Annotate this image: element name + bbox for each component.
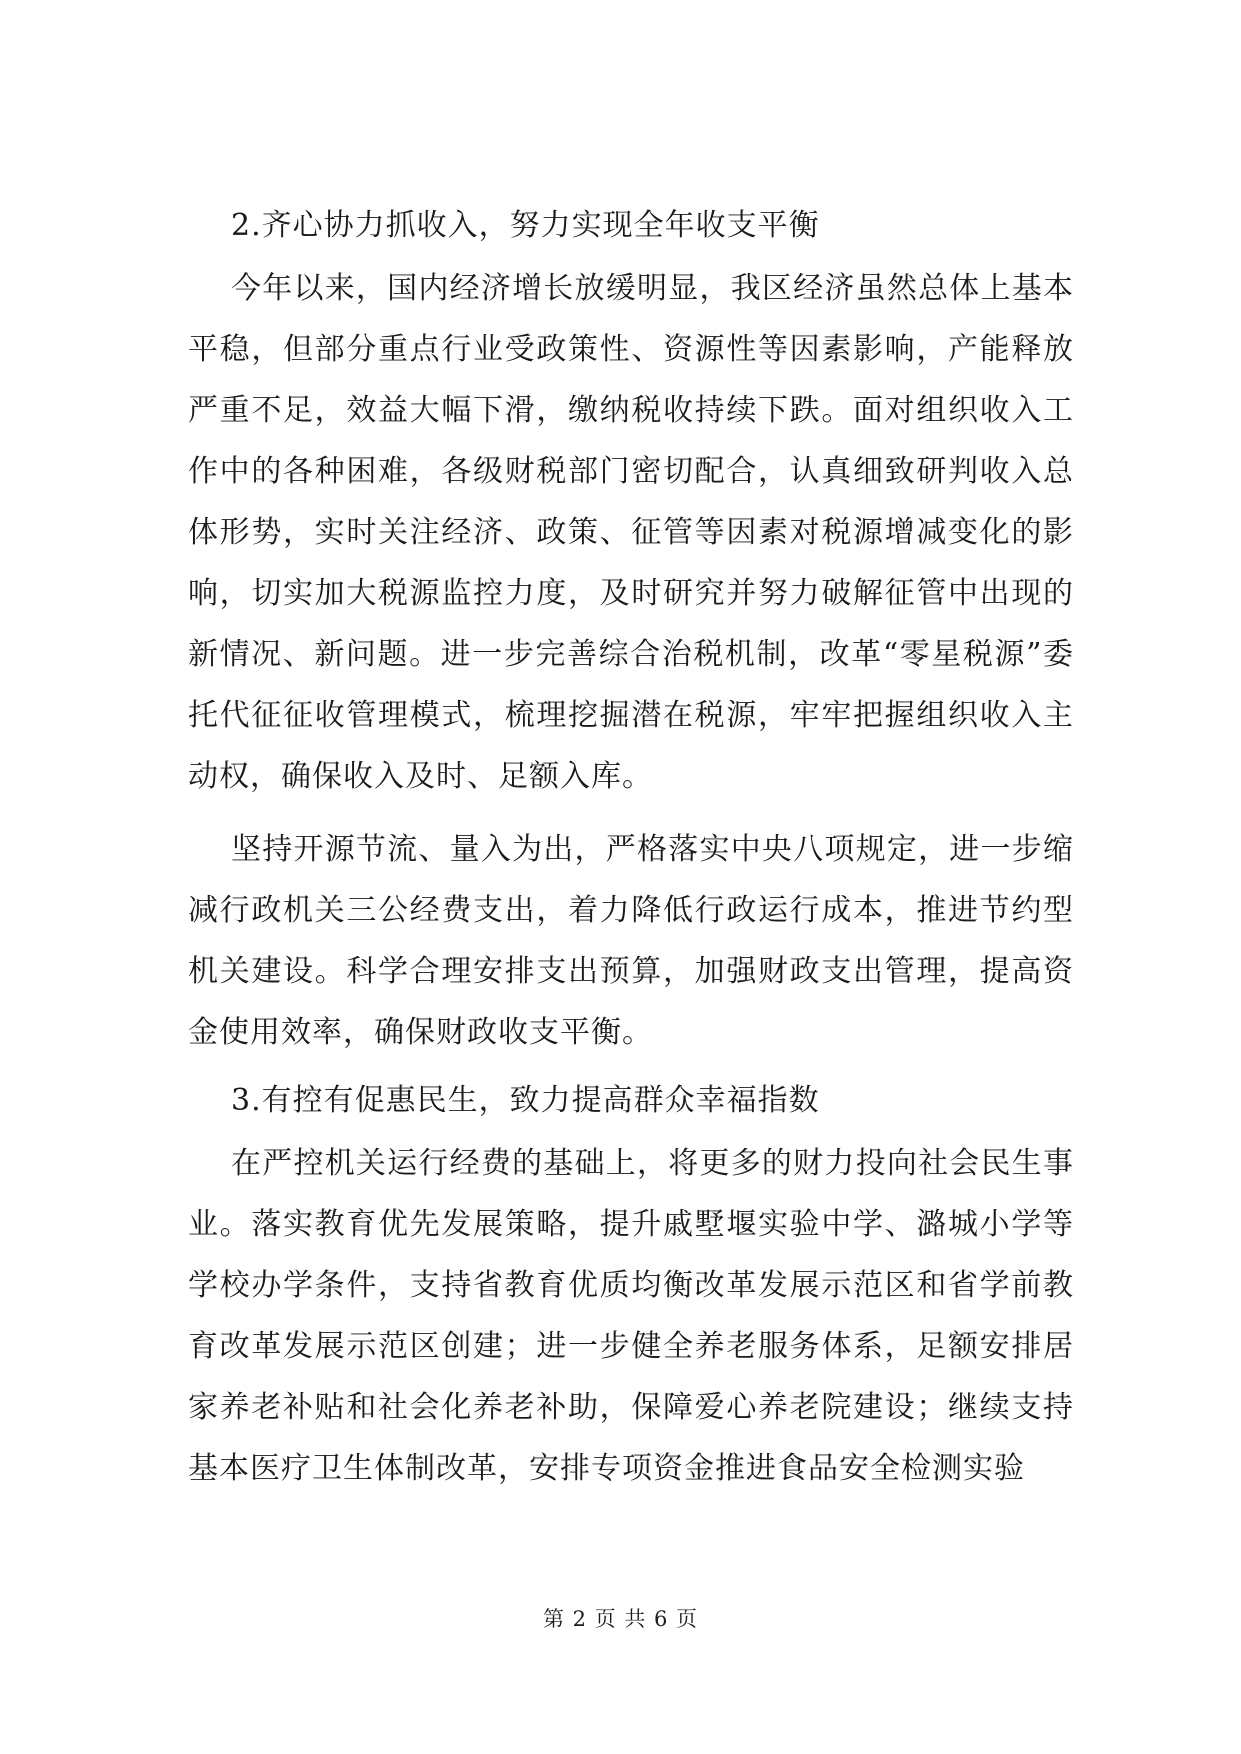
section-heading-2: 2.齐心协力抓收入，努力实现全年收支平衡 — [231, 208, 820, 243]
paragraph-expenditure: 坚持开源节流、量入为出，严格落实中央八项规定，进一步缩减行政机关三公经费支出，着力降低行政运行成本，推进节约型机关建设。科学合理安排支出预算，加强财政支出管理，提高资金使用效率，确保财政收支平衡。 — [188, 832, 1074, 1050]
page-number-footer: 第 2 页 共 6 页 — [542, 1607, 699, 1631]
paragraph-revenue: 今年以来，国内经济增长放缓明显，我区经济虽然总体上基本平稳，但部分重点行业受政策性、资源性等因素影响，产能释放严重不足，效益大幅下滑，缴纳税收持续下跌。面对组织收入工作中的各种困难，各级财税部门密切配合，认真细致研判收入总体形势，实时关注经济、政策、征管等因素对税源增减变化的影响，切实加大税源监控力度，及时研究并努力破解征管中出现的新情况、新问题。进一步完善综合治税机制，改革“零星税源”委托代征征收管理模式，梳理挖掘潜在税源，牢牢把握组织收入主动权，确保收入及时、足额入库。 — [188, 271, 1074, 794]
document-body — [188, 200, 1074, 1511]
paragraph-livelihood: 在严控机关运行经费的基础上，将更多的财力投向社会民生事业。落实教育优先发展策略，提升戚墅堰实验中学、潞城小学等学校办学条件，支持省教育优质均衡改革发展示范区和省学前教育改革发展示范区创建；进一步健全养老服务体系，足额安排居家养老补贴和社会化养老补助，保障爱心养老院建设；继续支持基本医疗卫生体制改革，安排专项资金推进食品安全检测实验 — [188, 1146, 1074, 1486]
section-heading-3: 3.有控有促惠民生，致力提高群众幸福指数 — [231, 1083, 820, 1118]
